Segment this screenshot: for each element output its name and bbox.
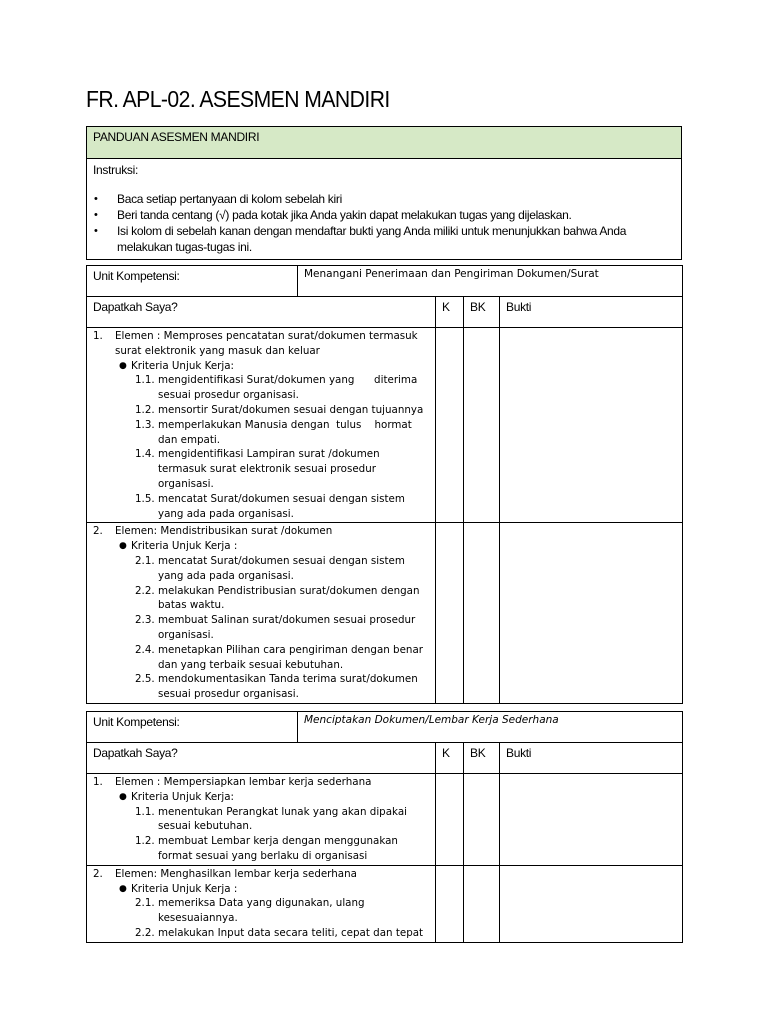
criterion-text: membuat Lembar kerja dengan menggunakan format sesuai yang berlaku di organisasi — [158, 835, 398, 862]
guide-body — [87, 159, 682, 260]
element-title: Elemen : Memproses pencatatan surat/dokumen termasuk surat elektronik yang masuk dan keluar — [115, 330, 418, 357]
page-title: FR. APL-02. ASESMEN MANDIRI — [86, 86, 390, 112]
bullet-icon: ● — [119, 541, 127, 552]
kuk-label: Kriteria Unjuk Kerja: — [131, 359, 235, 372]
unit-label: Unit Kompetensi: — [87, 712, 298, 743]
question-header: Dapatkah Saya? — [87, 743, 436, 774]
evidence-header: Bukti — [500, 297, 683, 328]
criterion-number: 2.1. — [135, 897, 155, 910]
criterion-text: mencatat Surat/dokumen sesuai dengan sistem yang ada pada organisasi. — [158, 492, 405, 520]
evidence-cell[interactable] — [500, 774, 683, 866]
criterion-text: menetapkan Pilihan cara pengiriman dengan benar dan yang terbaik sesuai kebutuhan. — [158, 643, 423, 671]
evidence-header: Bukti — [500, 743, 683, 774]
bk-checkbox-cell[interactable] — [464, 774, 500, 866]
instruction-item: • Beri tanda centang (√) pada kotak jika Anda yakin dapat melakukan tugas yang dijelaskan. — [117, 207, 675, 223]
kuk-label: Kriteria Unjuk Kerja: — [131, 790, 235, 803]
element-title: Elemen: Mendistribusikan surat /dokumen — [115, 525, 333, 538]
element-cell — [87, 328, 436, 523]
bk-header: BK — [464, 297, 500, 328]
instruction-item: • Isi kolom di sebelah kanan dengan mendaftar bukti yang Anda miliki untuk menunjukkan bahwa Anda melakukan tugas-tugas ini. — [117, 223, 675, 255]
element-number: 2. — [93, 867, 103, 880]
criterion-number: 1.4. — [135, 448, 155, 461]
criterion-text: mencatat Surat/dokumen sesuai dengan sistem yang ada pada organisasi. — [158, 554, 405, 582]
criterion-number: 2.3. — [135, 614, 155, 627]
evidence-cell[interactable] — [500, 523, 683, 704]
criterion-number: 1.2. — [135, 403, 155, 416]
criterion-number: 2.2. — [135, 584, 155, 597]
criterion-text: menentukan Perangkat lunak yang akan dipakai sesuai kebutuhan. — [158, 805, 407, 833]
bk-checkbox-cell[interactable] — [464, 328, 500, 523]
guide-heading: PANDUAN ASESMEN MANDIRI — [87, 127, 682, 159]
evidence-cell[interactable] — [500, 328, 683, 523]
bk-checkbox-cell[interactable] — [464, 523, 500, 704]
criterion-number: 2.2. — [135, 926, 155, 939]
element-cell — [87, 774, 436, 866]
criterion-text: mensortir Surat/dokumen sesuai dengan tujuannya — [158, 403, 424, 416]
element-number: 2. — [93, 525, 103, 538]
bk-header: BK — [464, 743, 500, 774]
k-header: K — [436, 297, 464, 328]
bullet-icon: ● — [119, 883, 127, 894]
element-number: 1. — [93, 330, 103, 342]
evidence-cell[interactable] — [500, 865, 683, 942]
unit-label: Unit Kompetensi: — [87, 266, 298, 297]
k-checkbox-cell[interactable] — [436, 523, 464, 704]
criterion-text: mengidentifikasi Surat/dokumen yang diterima sesuai prosedur organisasi. — [158, 374, 421, 402]
criterion-number: 1.1. — [135, 805, 155, 818]
criterion-number: 1.3. — [135, 418, 155, 431]
criterion-text: memeriksa Data yang digunakan, ulang kesesuaiannya. — [158, 897, 365, 925]
self-assessment-guide — [86, 126, 682, 260]
criterion-text: melakukan Pendistribusian surat/dokumen dengan batas waktu. — [158, 584, 420, 612]
criterion-text: membuat Salinan surat/dokumen sesuai prosedur organisasi. — [158, 614, 416, 641]
instruction-list — [93, 191, 675, 255]
criterion-number: 1.2. — [135, 835, 155, 848]
criterion-number: 1.1. — [135, 374, 155, 387]
element-number: 1. — [93, 776, 103, 788]
k-checkbox-cell[interactable] — [436, 774, 464, 866]
unit-name: Menangani Penerimaan dan Pengiriman Dokumen/Surat — [298, 266, 683, 297]
kuk-label: Kriteria Unjuk Kerja : — [131, 540, 238, 553]
k-checkbox-cell[interactable] — [436, 328, 464, 523]
bullet-icon: ● — [119, 791, 127, 802]
element-cell — [87, 865, 436, 942]
question-header: Dapatkah Saya? — [87, 297, 436, 328]
criterion-number: 1.5. — [135, 492, 155, 505]
competency-unit-table — [86, 265, 683, 704]
element-title: Elemen: Menghasilkan lembar kerja sederhana — [115, 867, 357, 880]
criterion-number: 2.4. — [135, 643, 155, 656]
bullet-icon: ● — [119, 360, 127, 371]
element-title: Elemen : Mempersiapkan lembar kerja sederhana — [115, 776, 372, 788]
criterion-text: mengidentifikasi Lampiran surat /dokumen termasuk surat elektronik sesuai prosedur organisasi. — [158, 448, 380, 490]
bk-checkbox-cell[interactable] — [464, 865, 500, 942]
k-checkbox-cell[interactable] — [436, 865, 464, 942]
criterion-text: memperlakukan Manusia dengan tulus hormat dan empati. — [158, 418, 416, 446]
k-header: K — [436, 743, 464, 774]
criterion-number: 2.5. — [135, 673, 155, 686]
unit-name: Menciptakan Dokumen/Lembar Kerja Sederhana — [298, 712, 683, 743]
kuk-label: Kriteria Unjuk Kerja : — [131, 882, 238, 895]
instructions-label: Instruksi: — [93, 163, 139, 177]
criterion-text: mendokumentasikan Tanda terima surat/dokumen sesuai prosedur organisasi. — [158, 673, 418, 701]
element-cell — [87, 523, 436, 704]
criterion-number: 2.1. — [135, 554, 155, 567]
criterion-text: melakukan Input data secara teliti, cepat dan tepat — [158, 926, 424, 939]
competency-unit-table — [86, 711, 683, 943]
instruction-item: • Baca setiap pertanyaan di kolom sebelah kiri — [117, 191, 675, 207]
